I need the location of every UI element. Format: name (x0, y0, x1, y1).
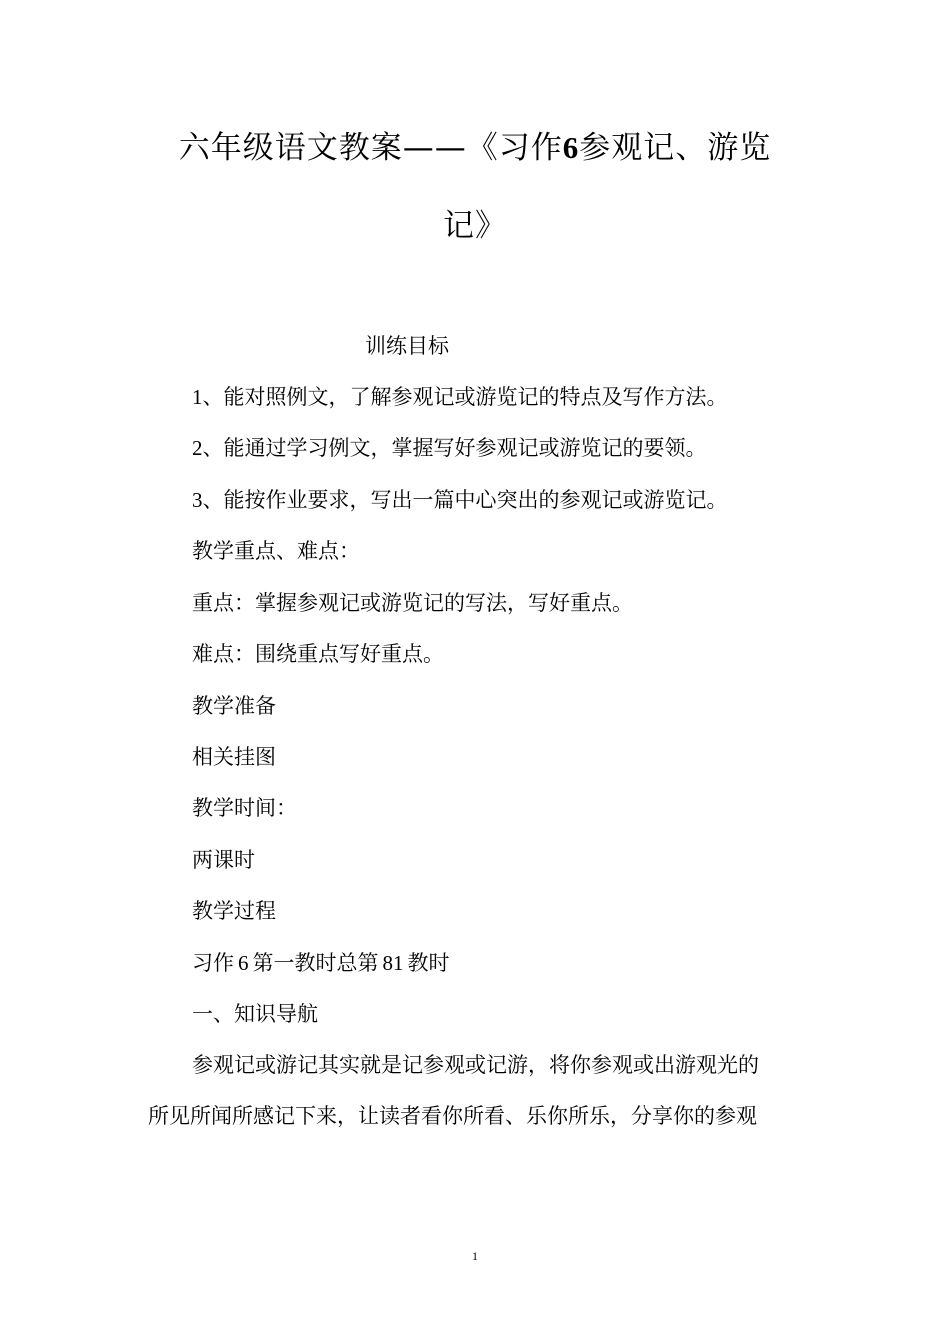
section-heading-training-goals: 训练目标 (365, 334, 449, 358)
goal-text: 、能通过学习例文，掌握写好参观记或游览记的要领。 (202, 436, 707, 460)
goal-item-2 (192, 432, 707, 462)
difficult-point-text: 难点：围绕重点写好重点。 (192, 642, 444, 666)
goal-text: 、能对照例文，了解参观记或游览记的特点及写作方法。 (202, 385, 728, 409)
goal-item-1 (192, 381, 728, 411)
time-content: 两课时 (192, 848, 255, 872)
goal-number: 3 (192, 488, 203, 512)
key-points-heading: 教学重点、难点： (192, 539, 360, 563)
title-suffix: 参观记、游览 (579, 130, 772, 166)
time-heading: 教学时间： (192, 796, 297, 820)
document-title-line-2: 记》 (443, 208, 507, 244)
title-number: 6 (562, 130, 580, 165)
document-title-line-1 (0, 122, 950, 167)
paragraph-line-1: 参观记或游记其实就是记参观或记游，将你参观或出游观光的 (192, 1053, 759, 1077)
lesson-label (192, 947, 450, 977)
page-number: 1 (472, 1249, 478, 1263)
lesson-number-b: 81 (382, 951, 404, 975)
lesson-number-a: 6 (238, 951, 249, 975)
goal-number: 1 (192, 385, 203, 409)
prep-content: 相关挂图 (192, 745, 276, 769)
lesson-label-a: 习作 (192, 951, 234, 975)
goal-number: 2 (192, 436, 203, 460)
lesson-label-c: 教时 (407, 951, 450, 975)
key-point-text: 重点：掌握参观记或游览记的写法，写好重点。 (192, 591, 633, 615)
prep-heading: 教学准备 (192, 694, 276, 718)
section-one-heading: 一、知识导航 (192, 1002, 318, 1026)
paragraph-line-2: 所见所闻所感记下来，让读者看你所看、乐你所乐，分享你的参观 (148, 1104, 757, 1128)
lesson-label-b: 第一教时总第 (252, 951, 379, 975)
goal-text: 、能按作业要求，写出一篇中心突出的参观记或游览记。 (202, 488, 728, 512)
process-heading: 教学过程 (192, 899, 276, 923)
goal-item-3 (192, 484, 728, 514)
title-prefix: 六年级语文教案——《习作 (178, 130, 563, 166)
